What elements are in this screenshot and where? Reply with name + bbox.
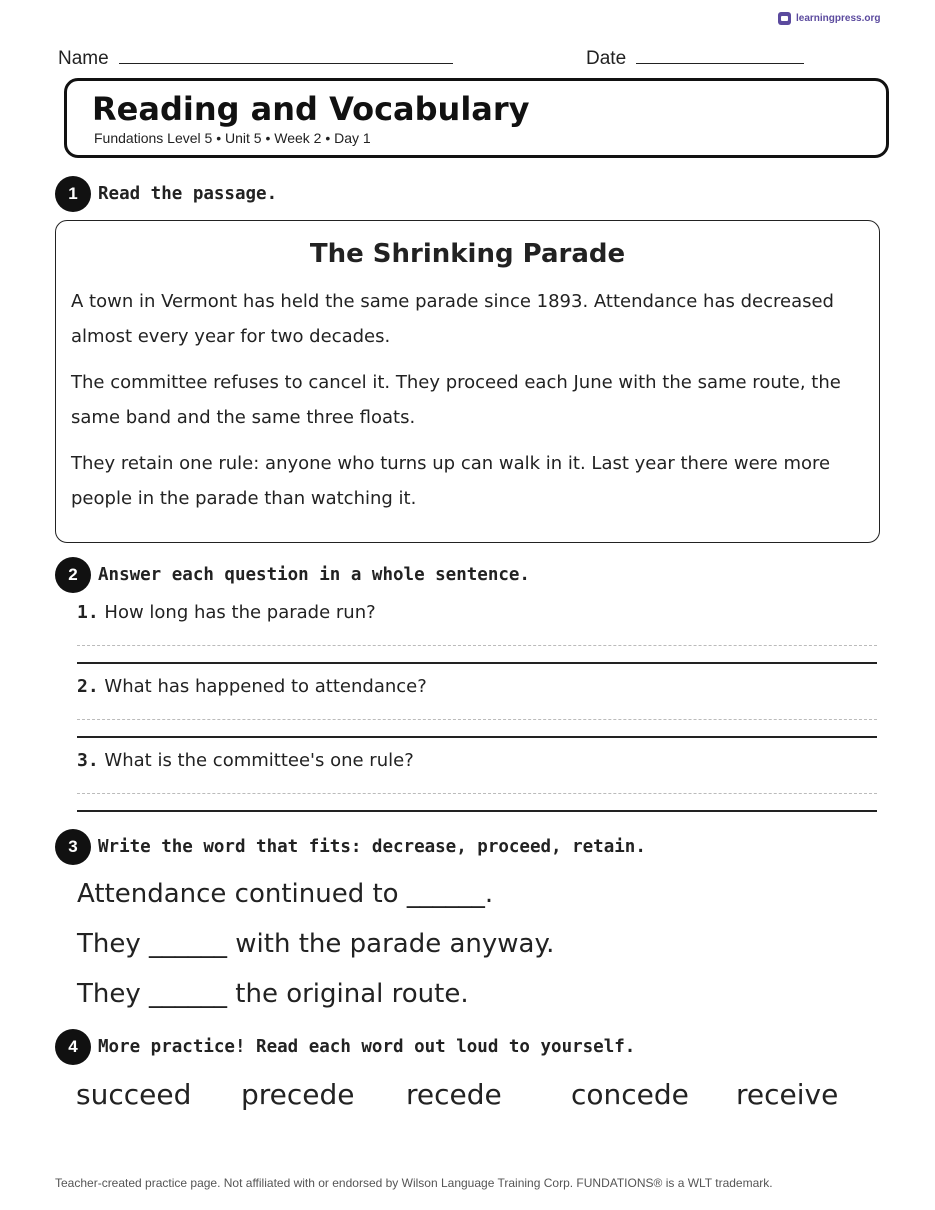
section-number-badge: 1 — [55, 176, 91, 212]
fill-in-sentence[interactable]: They ______ the original route. — [77, 979, 469, 1009]
page-title: Reading and Vocabulary — [92, 90, 530, 128]
passage-body — [71, 284, 861, 527]
answer-line[interactable] — [77, 810, 877, 812]
date-label: Date — [586, 48, 627, 69]
section-instruction: Write the word that fits: decrease, proceed, retain. — [98, 837, 646, 857]
fill-in-sentence[interactable]: They ______ with the parade anyway. — [77, 929, 555, 959]
section-4-heading — [55, 1029, 635, 1065]
page-subtitle: Fundations Level 5 • Unit 5 • Week 2 • Day 1 — [94, 130, 371, 146]
section-instruction: Answer each question in a whole sentence. — [98, 565, 530, 585]
practice-word: succeed — [76, 1078, 192, 1111]
passage-paragraph: A town in Vermont has held the same parade since 1893. Attendance has decreased almost every year for two decades. — [71, 291, 834, 347]
name-label: Name — [58, 48, 109, 69]
answer-line[interactable] — [77, 662, 877, 664]
fill-in-sentence[interactable]: Attendance continued to ______. — [77, 879, 494, 909]
question-number: 2. — [77, 676, 99, 697]
title-box — [64, 78, 889, 158]
practice-word: recede — [406, 1078, 502, 1111]
question-item — [77, 676, 427, 697]
section-number-badge: 3 — [55, 829, 91, 865]
site-label: learningpress.org — [796, 13, 881, 24]
question-number: 3. — [77, 750, 99, 771]
answer-guide-line[interactable] — [77, 719, 877, 720]
passage-box — [55, 220, 880, 543]
question-text: What is the committee's one rule? — [104, 750, 414, 771]
date-line[interactable] — [636, 46, 804, 64]
practice-word: precede — [241, 1078, 355, 1111]
passage-paragraph: They retain one rule: anyone who turns up can walk in it. Last year there were more people in the parade than watching it. — [71, 453, 831, 509]
passage-title: The Shrinking Parade — [309, 239, 626, 269]
answer-guide-line[interactable] — [77, 793, 877, 794]
date-field — [586, 46, 804, 70]
question-item — [77, 602, 376, 623]
section-3-heading — [55, 829, 646, 865]
section-instruction: Read the passage. — [98, 184, 278, 204]
section-number-badge: 2 — [55, 557, 91, 593]
question-number: 1. — [77, 602, 99, 623]
section-2-heading — [55, 557, 530, 593]
passage-paragraph: The committee refuses to cancel it. They proceed each June with the same route, the same band and the same three floats. — [71, 372, 841, 428]
question-text: What has happened to attendance? — [104, 676, 427, 697]
footer-disclaimer: Teacher-created practice page. Not affiliated with or endorsed by Wilson Language Training Corp. FUNDATIONS® is a WLT trademark. — [55, 1176, 773, 1190]
book-icon — [778, 12, 791, 25]
site-badge[interactable] — [778, 12, 880, 25]
question-text: How long has the parade run? — [104, 602, 376, 623]
answer-line[interactable] — [77, 736, 877, 738]
section-1-heading — [55, 176, 277, 212]
question-item — [77, 750, 414, 771]
practice-word: receive — [736, 1078, 839, 1111]
name-line[interactable] — [119, 46, 453, 64]
answer-guide-line[interactable] — [77, 645, 877, 646]
practice-word: concede — [571, 1078, 689, 1111]
name-field — [58, 46, 453, 70]
section-instruction: More practice! Read each word out loud to yourself. — [98, 1037, 636, 1057]
section-number-badge: 4 — [55, 1029, 91, 1065]
